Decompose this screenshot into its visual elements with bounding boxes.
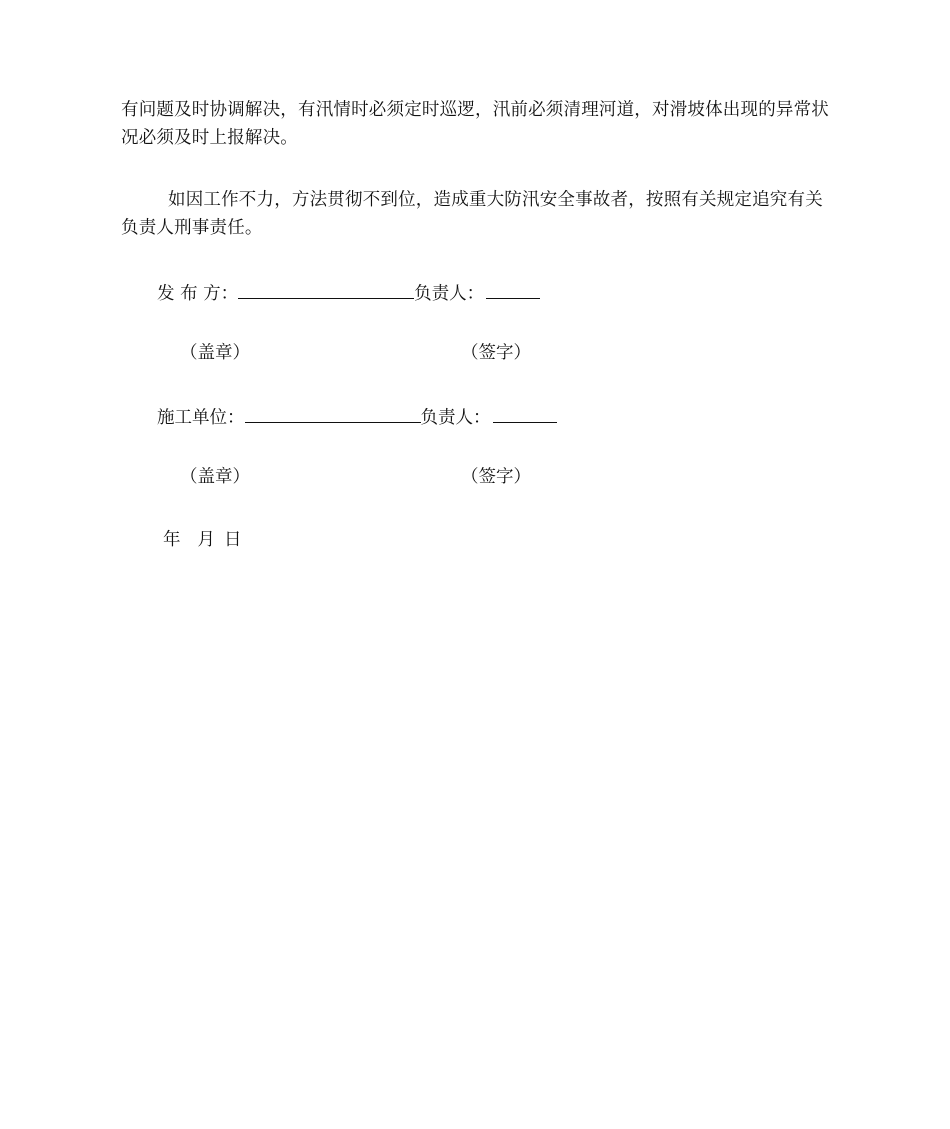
contractor-sign-label: （签字） [461, 467, 531, 487]
publisher-label: 发 布 方： [157, 284, 239, 304]
paragraph-flood-duties: 有问题及时协调解决，有汛情时必须定时巡逻，汛前必须清理河道，对滑坡体出现的异常状况必须及时上报解决。 [121, 100, 829, 148]
publisher-seal-label: （盖章） [180, 343, 250, 363]
publisher-responsible-label: 负责人： [414, 284, 485, 304]
publisher-sign-label: （签字） [461, 343, 531, 363]
contractor-responsible-blank[interactable] [493, 404, 557, 423]
publisher-blank[interactable] [238, 280, 414, 299]
contractor-responsible-label: 负责人： [420, 408, 491, 428]
date-month-label: 月 [197, 530, 215, 550]
publisher-responsible-blank[interactable] [486, 280, 540, 299]
date-day-label: 日 [224, 530, 242, 550]
contractor-signature-line [157, 404, 557, 430]
contractor-seal-label: （盖章） [180, 467, 250, 487]
publisher-signature-line [157, 280, 540, 306]
date-line [163, 528, 242, 552]
paragraph-liability: 如因工作不力，方法贯彻不到位，造成重大防汛安全事故者，按照有关规定追究有关负责人刑事责任。 [121, 190, 823, 238]
contractor-blank[interactable] [245, 404, 421, 423]
contractor-label: 施工单位： [157, 408, 245, 428]
date-year-label: 年 [163, 530, 181, 550]
